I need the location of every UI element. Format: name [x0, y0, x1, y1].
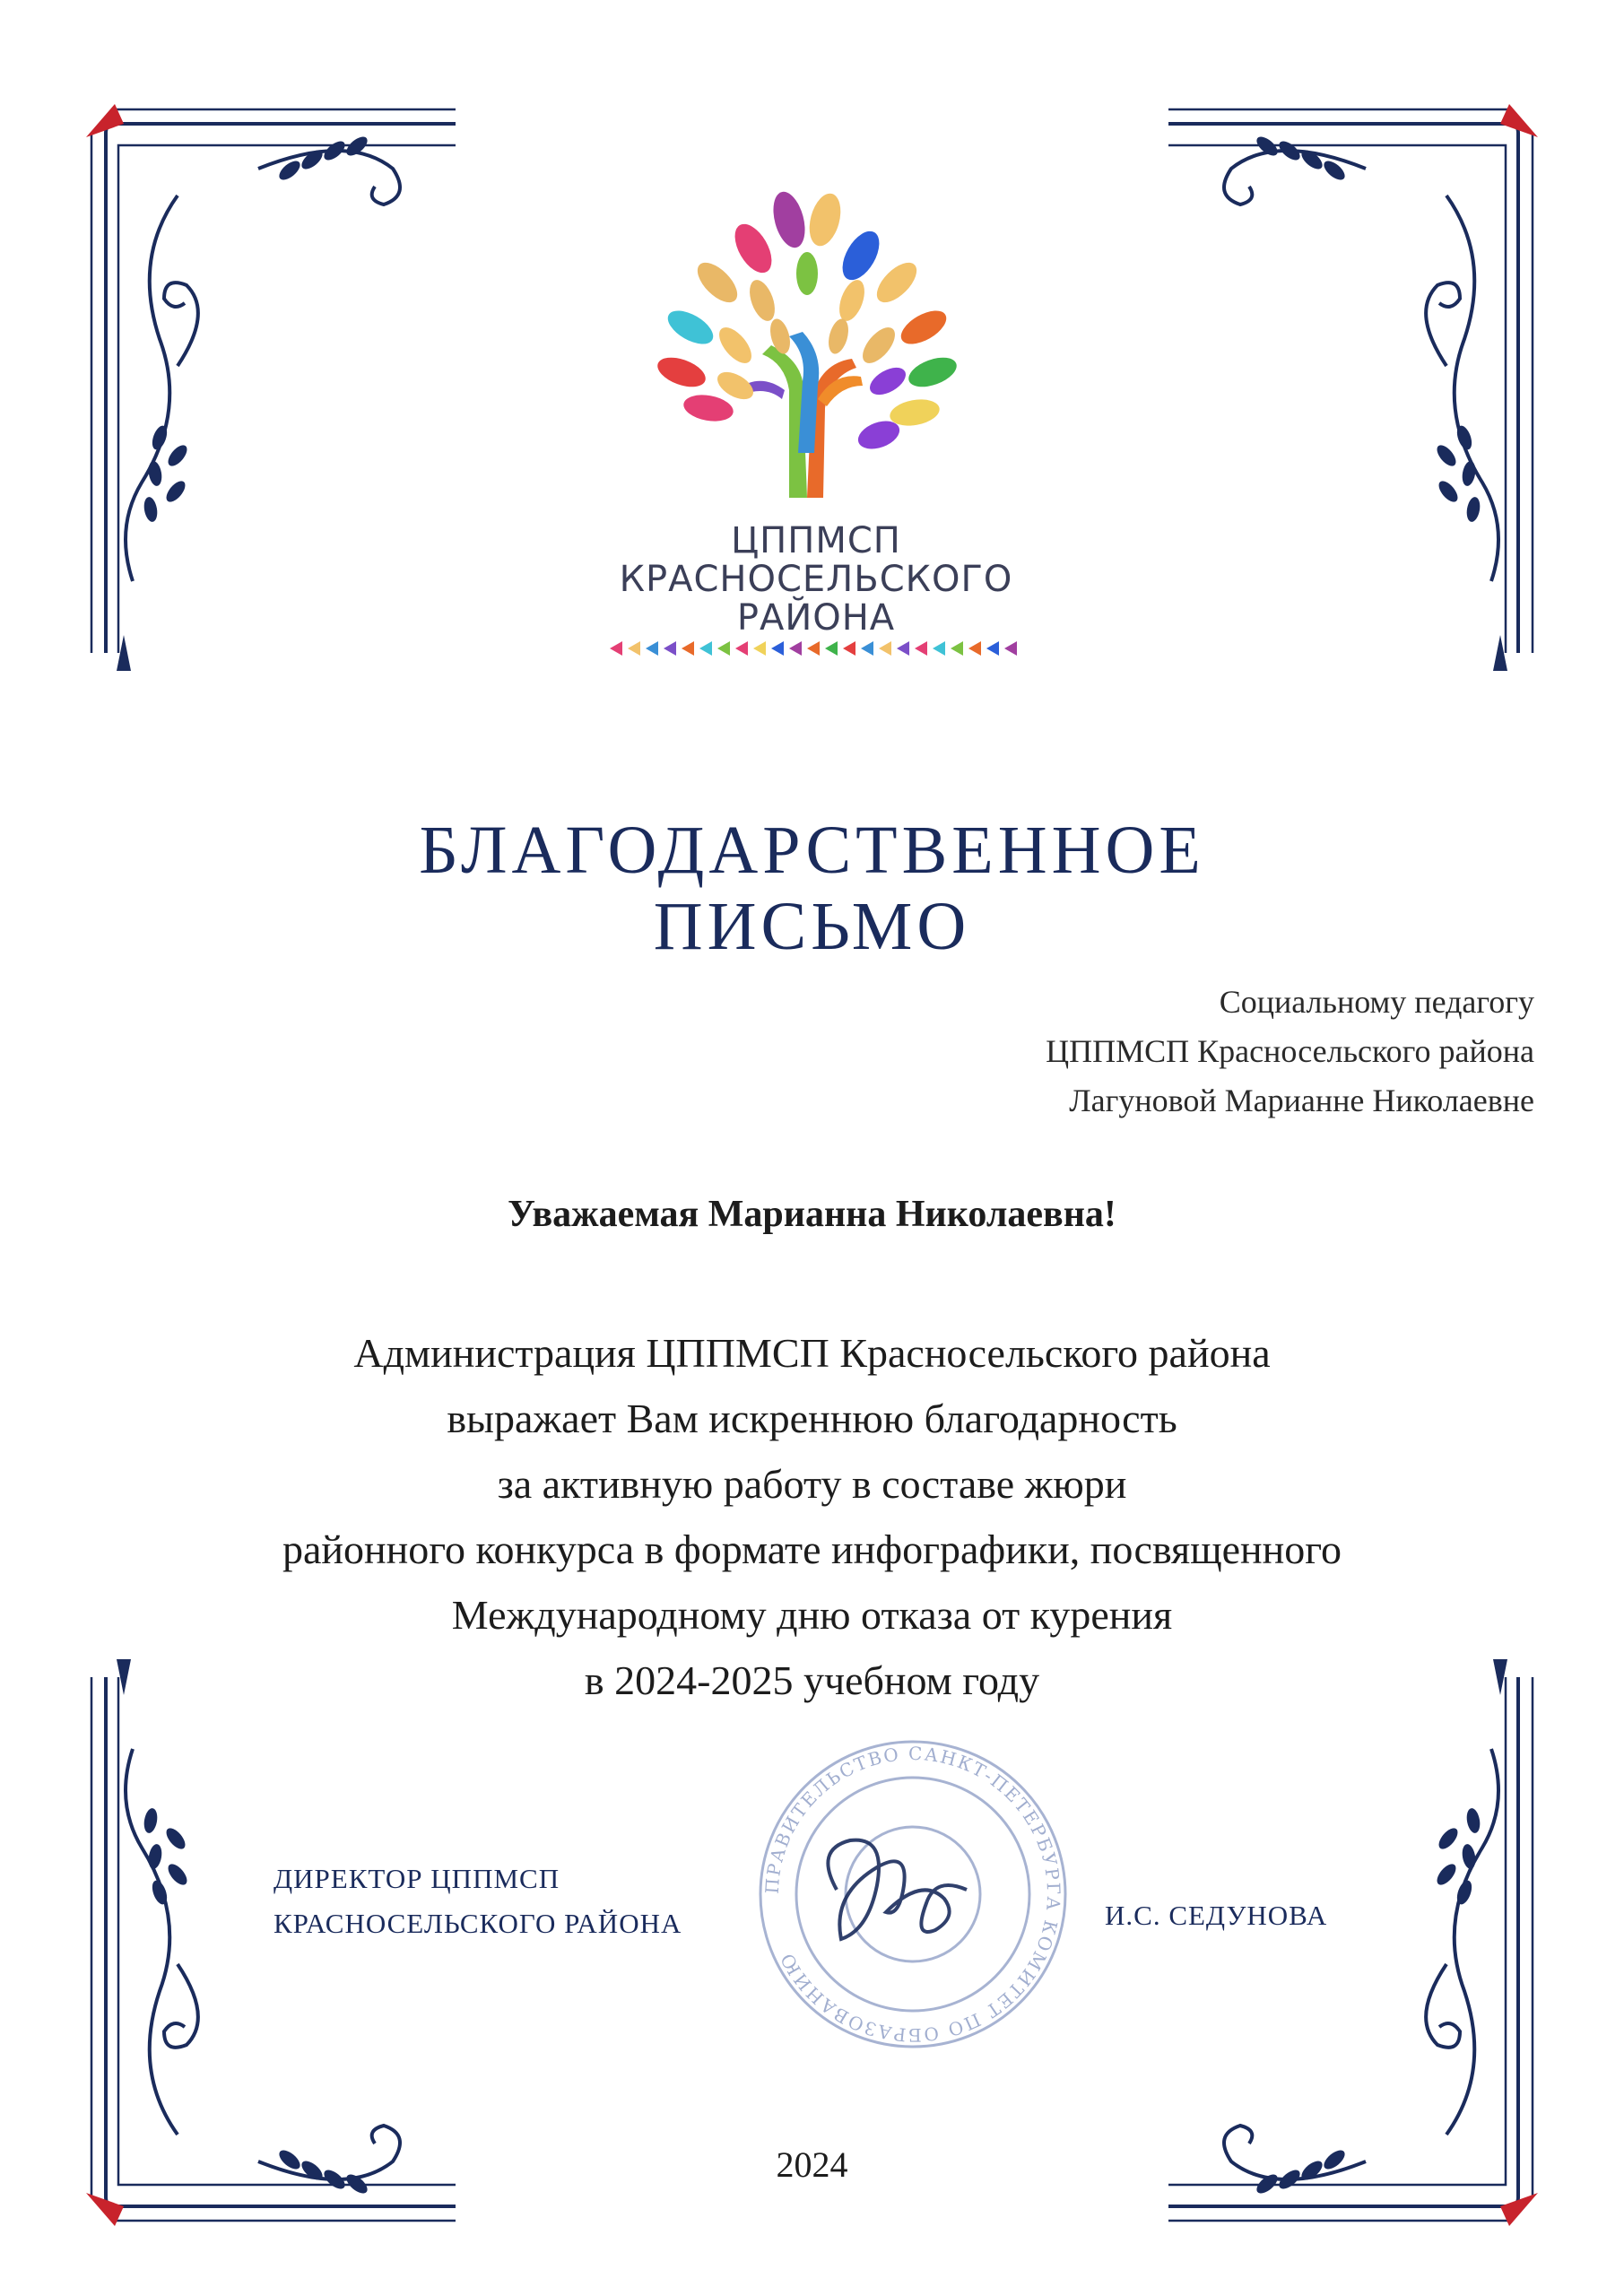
logo-line-3: РАЙОНА	[736, 597, 896, 639]
recipient-organization: ЦППМСП Красносельского района	[1046, 1033, 1534, 1069]
signer-position-line-2: КРАСНОСЕЛЬСКОГО РАЙОНА	[274, 1908, 682, 1939]
logo-line-1: ЦППМСП	[731, 520, 901, 561]
corner-ornament-top-left	[79, 97, 473, 671]
recipient-name: Лагуновой Марианне Николаевне	[1069, 1083, 1534, 1118]
organization-logo	[583, 184, 1049, 668]
letter-title-line-1: БЛАГОДАРСТВЕННОЕ	[419, 813, 1205, 888]
letter-body	[54, 1320, 1570, 1713]
corner-ornament-top-right	[1151, 97, 1545, 671]
body-line: Международному дню отказа от курения	[451, 1592, 1173, 1638]
signature-mark	[828, 1840, 967, 1939]
body-line: в 2024-2025 учебном году	[584, 1657, 1040, 1703]
letter-title-line-2: ПИСЬМО	[653, 889, 971, 964]
body-line: Администрация ЦППМСП Красносельского района	[353, 1330, 1271, 1376]
logo-triangle-row	[610, 639, 1022, 657]
logo-line-2: КРАСНОСЕЛЬСКОГО	[619, 559, 1013, 600]
tree-hands-icon	[583, 184, 1049, 516]
body-line: выражает Вам искреннюю благодарность	[447, 1396, 1177, 1441]
body-line: районного конкурса в формате инфографики, посвященного	[282, 1526, 1342, 1572]
stamp-outer-text: ПРАВИТЕЛЬСТВО САНКТ-ПЕТЕРБУРГА КОМИТЕТ ПО ОБРАЗОВАНИЮ	[760, 1742, 1065, 2047]
recipient-block	[1046, 978, 1534, 1126]
signer-position	[274, 1857, 682, 1946]
official-stamp	[751, 1733, 1074, 2056]
body-line: за активную работу в составе жюри	[497, 1461, 1127, 1507]
signer-position-line-1: ДИРЕКТОР ЦППМСП	[274, 1863, 560, 1894]
salutation: Уважаемая Марианна Николаевна!	[508, 1194, 1116, 1235]
recipient-position: Социальному педагогу	[1219, 984, 1534, 1020]
signer-name: И.С. СЕДУНОВА	[1105, 1900, 1328, 1931]
document-year: 2024	[776, 2144, 848, 2185]
